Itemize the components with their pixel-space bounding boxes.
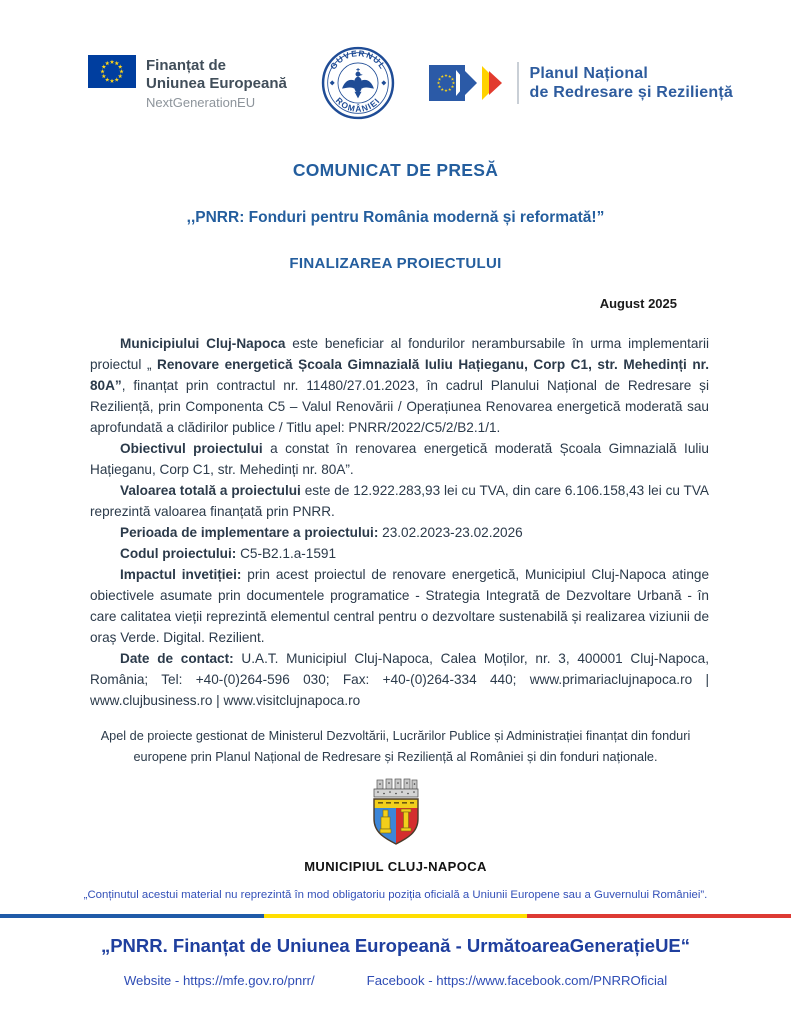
paragraph-beneficiary: [90, 333, 709, 438]
paragraph-impact: [90, 564, 709, 648]
shield-field: [374, 799, 418, 849]
eu-funded-line2: Uniunea Europeană: [146, 74, 287, 92]
seal-bottom-text: ROMÂNIEI: [333, 95, 383, 114]
pnrr-arrows-icon: [429, 62, 509, 104]
tricolor-blue-segment: [0, 914, 264, 918]
period-label: Perioada de implementare a proiectului:: [120, 525, 379, 540]
total-value-label: Valoarea totală a proiectului: [120, 483, 301, 498]
eu-flag-icon: [88, 55, 136, 88]
contact-details: U.A.T. Municipiul Cluj-Napoca, Calea Moților, nr. 3, 400001 Cluj-Napoca, România; Tel: +40-(0)264-596 030; Fax: +40-(0)264-334 440; www.primariaclujnapoca.ro | www.clujbusiness.ro | www.visitclujnapoca.ro: [90, 651, 710, 708]
paragraph-text: este beneficiar al fondurilor nerambursabile în urma implementarii proiectul „: [90, 336, 709, 372]
government-of-romania-seal-icon: [321, 46, 395, 120]
pnrr-text-line2: de Redresare și Reziliență: [529, 84, 733, 101]
coat-of-arms-block: [0, 776, 791, 874]
romania-tricolor-bar: [0, 914, 791, 918]
section-title: FINALIZAREA PROIECTULUI: [289, 255, 502, 272]
paragraph-text: , finanțat prin contractul nr. 11480/27.01.2023, în cadrul Planului Național de Redresare și Reziliență, prin Componenta C5 – Valul Renovării / Operațiunea Renovarea energetică moderată sau aprofundată a clădirilor publice / Titlu apel: PNRR/2022/C5/2/B2.1/1.: [90, 378, 709, 435]
paragraph-text: a constat în renovarea energetică moderată Școala Gimnazială Iuliu Hațieganu, Corp C1, str. Mehedinți nr. 80A”.: [90, 441, 709, 477]
website-link: Website - https://mfe.gov.ro/pnrr/: [123, 973, 315, 988]
paragraph-total-value: [90, 480, 709, 522]
contact-label: Date de contact:: [120, 651, 234, 666]
tricolor-red-segment: [527, 914, 791, 918]
pnrr-logo-divider: [517, 62, 519, 104]
eu-funded-line1: Finanțat de: [146, 56, 227, 74]
document-body: [90, 333, 709, 711]
mural-crown: [374, 779, 418, 797]
facebook-link: Facebook - https://www.facebook.com/PNRROficial: [366, 973, 668, 988]
paragraph-project-code: [90, 543, 709, 564]
paragraph-implementation-period: [90, 522, 709, 543]
paragraph-objective: [90, 438, 709, 480]
municipality-name: MUNICIPIUL CLUJ-NAPOCA: [304, 859, 487, 874]
period-value: 23.02.2023-23.02.2026: [378, 525, 523, 540]
paragraph-contact: [90, 648, 709, 711]
paragraph-text: este de 12.922.283,93 lei cu TVA, din care 6.106.158,43 lei cu TVA reprezintă valoarea finanțată prin PNRR.: [90, 483, 709, 519]
seal-top-text: GUVERNUL: [328, 48, 389, 72]
date-label: August 2025: [599, 296, 677, 311]
eu-funding-text: [146, 55, 287, 112]
pnrr-text-line1: Planul Național: [529, 65, 649, 82]
eu-funding-logo: [88, 55, 287, 112]
beneficiary-name: Municipiului Cluj-Napoca: [120, 336, 286, 351]
pnrr-logo-text: [529, 64, 733, 102]
code-label: Codul proiectului:: [120, 546, 237, 561]
paragraph-text: prin acest proiectul de renovare energetică, Municipiul Cluj-Napoca atinge obiectivele asumate prin documentele programatice - Strategia Integrată de Dezvoltare Urbană - în care calitatea vieții reprezintă elementul central pentru o dezvoltare sustenabilă și realizarea viziunii de oraș Verde. Digital. Rezilient.: [90, 567, 710, 645]
objective-label: Obiectivul proiectului: [120, 441, 263, 456]
disclaimer-text: „Conținutul acestui material nu reprezintă în mod obligatoriu poziția oficială a Uniunii Europene sau a Guvernului României”.: [83, 889, 708, 901]
project-title: Renovare energetică Școala Gimnazială Iuliu Hațieganu, Corp C1, str. Mehedinți nr. 80A”: [90, 357, 709, 393]
footer-links: [0, 973, 791, 988]
cluj-napoca-coat-of-arms-icon: [368, 776, 424, 850]
page-title: COMUNICAT DE PRESĂ: [292, 160, 499, 180]
header-logos: [0, 0, 791, 120]
pnrr-logo: [429, 62, 733, 104]
code-value: C5-B2.1.a-1591: [236, 546, 337, 561]
nextgenerationeu-label: NextGenerationEU: [146, 94, 256, 110]
pnrr-slogan: „PNRR. Finanțat de Uniunea Europeană - UrmătoareaGenerațieUE“: [100, 935, 691, 956]
impact-label: Impactul invetiției:: [120, 567, 242, 582]
funding-note: Apel de proiecte gestionat de Ministerul Dezvoltării, Lucrărilor Publice și Administrației finanțat din fonduri europene prin Planul Național de Redresare și Reziliență al României și din fonduri naționale.: [100, 729, 691, 764]
subtitle: ,,PNRR: Fonduri pentru România modernă și reformată!”: [186, 209, 605, 226]
tricolor-yellow-segment: [264, 914, 528, 918]
